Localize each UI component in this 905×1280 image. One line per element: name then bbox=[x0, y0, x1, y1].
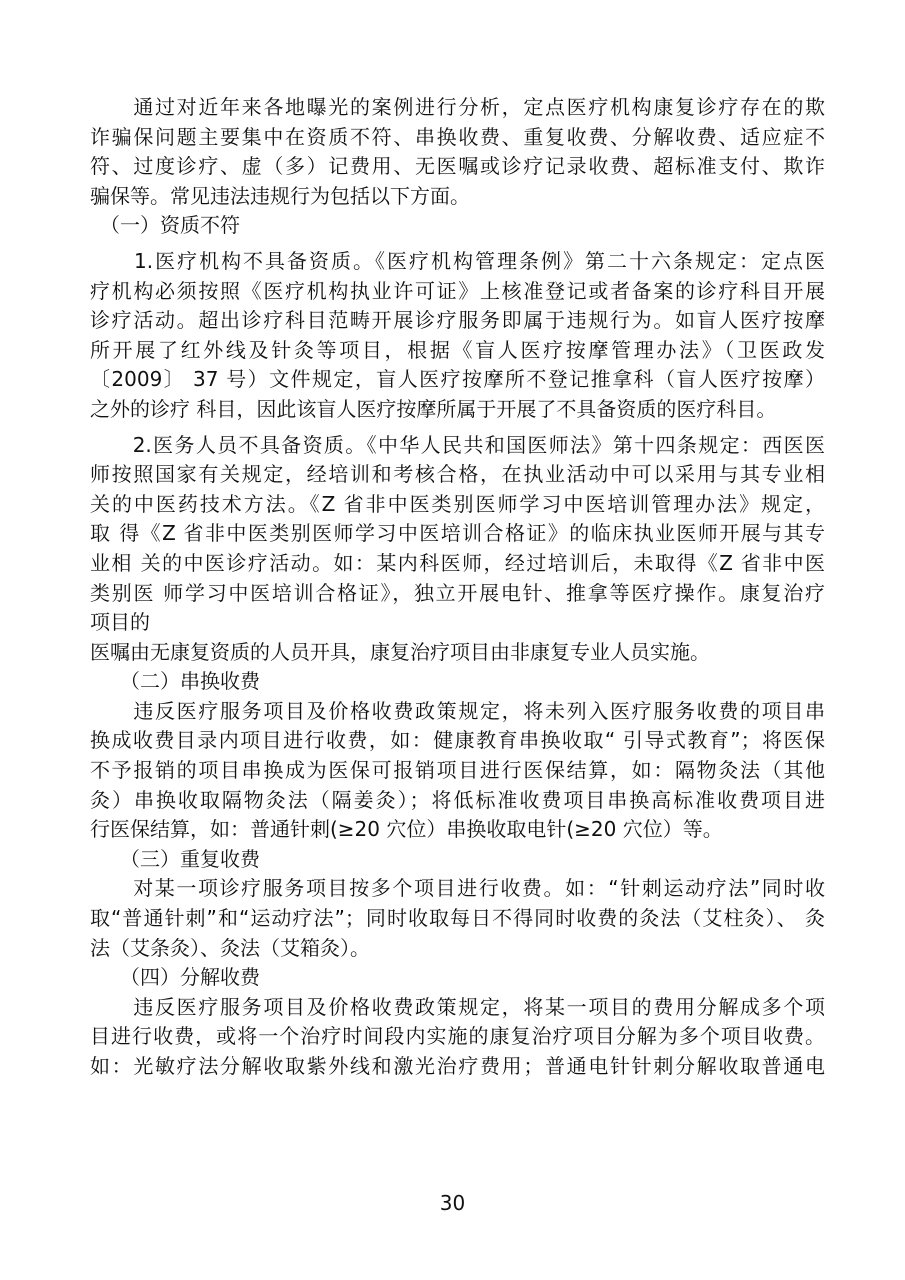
paragraph-line: 不予报销的项目串换成为医保可报销项目进行医保结算，如：隔物灸法（其他 bbox=[90, 758, 825, 783]
paragraph-line: 换成收费目录内项目进行收费，如：健康教育串换收取“ 引导式教育”；将医保 bbox=[90, 728, 825, 753]
page-number: 30 bbox=[439, 1191, 466, 1215]
paragraph-line: 师按照国家有关规定，经培训和考核合格，在执业活动中可以采用与其专业相 bbox=[90, 462, 825, 487]
paragraph-line: 符、过度诊疗、虚（多）记费用、无医嘱或诊疗记录收费、超标准支付、欺诈 bbox=[90, 154, 825, 179]
paragraph-line: 诊疗活动。超出诊疗科目范畴开展诊疗服务即属于违规行为。如盲人医疗按摩 bbox=[90, 308, 825, 333]
paragraph-line: 项目的 bbox=[90, 610, 150, 635]
paragraph-line: 取“普通针刺”和“运动疗法”；同时收取每日不得同时收费的灸法（艾柱灸）、 灸 bbox=[90, 906, 825, 931]
section-heading: （四）分解收费 bbox=[90, 965, 260, 990]
paragraph-line: 违反医疗服务项目及价格收费政策规定，将未列入医疗服务收费的项目串 bbox=[90, 698, 825, 723]
paragraph-line: 1.医疗机构不具备资质。《医疗机构管理条例》第二十六条规定：定点医 bbox=[90, 248, 825, 273]
section-heading: （二）串换收费 bbox=[90, 669, 260, 694]
paragraph-line: 疗机构必须按照《医疗机构执业许可证》上核准登记或者备案的诊疗科目开展 bbox=[90, 278, 825, 303]
paragraph-line: 医嘱由无康复资质的人员开具，康复治疗项目由非康复专业人员实施。 bbox=[90, 639, 710, 664]
paragraph-line: 行医保结算，如：普通针刺(≥20 穴位）串换收取电针(≥20 穴位）等。 bbox=[90, 817, 723, 842]
paragraph-line: 之外的诊疗 科目，因此该盲人医疗按摩所属于开展了不具备资质的医疗科目。 bbox=[90, 396, 777, 421]
paragraph-line: 〔2009〕 37 号）文件规定，盲人医疗按摩所不登记推拿科（盲人医疗按摩） bbox=[90, 367, 825, 392]
paragraph-line: 类别医 师学习中医培训合格证》，独立开展电针、推拿等医疗操作。康复治疗 bbox=[90, 580, 825, 605]
paragraph-line: 诈骗保问题主要集中在资质不符、串换收费、重复收费、分解收费、适应症不 bbox=[90, 124, 825, 149]
paragraph-line: 违反医疗服务项目及价格收费政策规定，将某一项目的费用分解成多个项 bbox=[90, 994, 825, 1019]
paragraph-line: 取 得《Z 省非中医类别医师学习中医培训合格证》的临床执业医师开展与其专 bbox=[90, 521, 825, 546]
paragraph-line: 对某一项诊疗服务项目按多个项目进行收费。如：“针刺运动疗法”同时收 bbox=[90, 876, 825, 901]
section-heading: （一）资质不符 bbox=[90, 213, 240, 238]
section-heading: （三）重复收费 bbox=[90, 846, 260, 871]
paragraph-line: 法（艾条灸）、灸法（艾箱灸）。 bbox=[90, 935, 370, 960]
paragraph-line: 灸）串换收取隔物灸法（隔姜灸）；将低标准收费项目串换高标准收费项目进 bbox=[90, 787, 825, 812]
paragraph-line: 所开展了红外线及针灸等项目，根据《盲人医疗按摩管理办法》（卫医政发 bbox=[90, 337, 825, 362]
paragraph-line: 2.医务人员不具备资质。《中华人民共和国医师法》第十四条规定：西医医 bbox=[90, 432, 825, 457]
paragraph-line: 业相 关的中医诊疗活动。如：某内科医师，经过培训后，未取得《Z 省非中医 bbox=[90, 550, 825, 575]
paragraph-line: 关的中医药技术方法。《Z 省非中医类别医师学习中医培训管理办法》规定， bbox=[90, 491, 825, 516]
document-body bbox=[90, 93, 825, 1082]
paragraph-line: 骗保等。常见违法违规行为包括以下方面。 bbox=[90, 183, 470, 208]
paragraph-line: 目进行收费，或将一个治疗时间段内实施的康复治疗项目分解为多个项目收费。 bbox=[90, 1024, 825, 1049]
paragraph-line: 通过对近年来各地曝光的案例进行分析，定点医疗机构康复诊疗存在的欺 bbox=[90, 95, 825, 119]
paragraph-line: 如：光敏疗法分解收取紫外线和激光治疗费用；普通电针针刺分解收取普通电 bbox=[90, 1054, 825, 1078]
